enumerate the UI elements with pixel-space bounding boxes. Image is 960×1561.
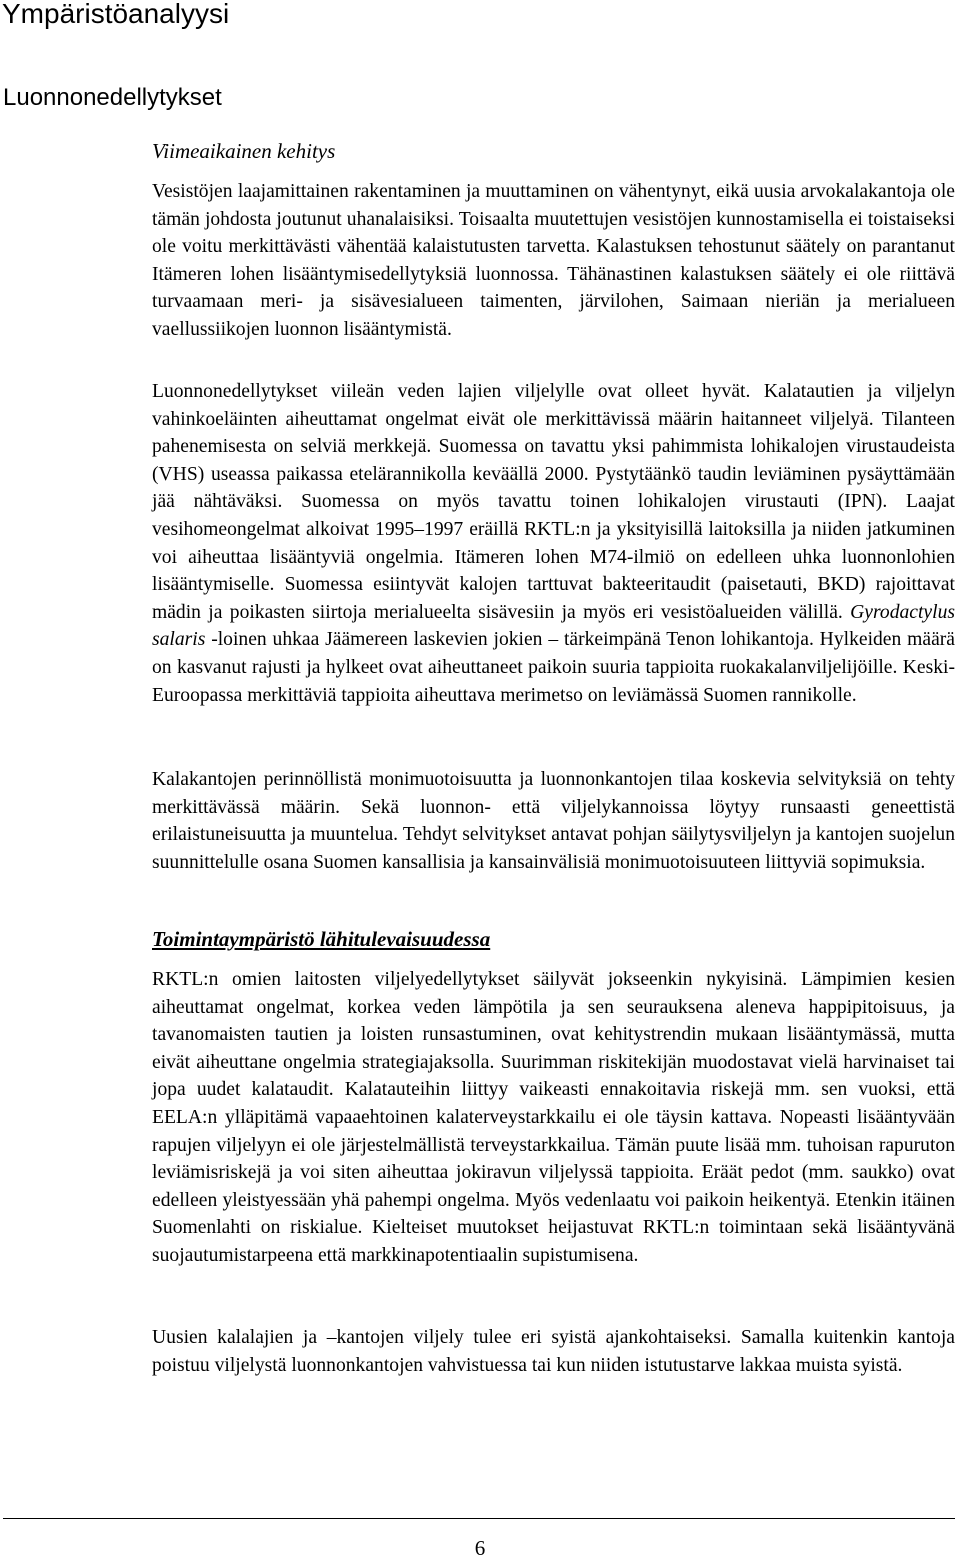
paragraph-2-text-b: -loinen uhkaa Jäämereen laskevien jokien – tärkeimpänä Tenon lohikantoja. Hylkeiden määrä on kasvanut rajusti ja hylkeet ovat aiheuttaneet paikoin suuria tappioita ruokakalanviljelijöille. Keski-Euroopassa merkittäviä tappioita aiheuttava merimetso on leviämässä Suomen rannikolle. [152, 629, 955, 706]
document-title: Ympäristöanalyysi [2, 0, 230, 29]
paragraph-4: RKTL:n omien laitosten viljelyedellytykset säilyvät jokseenkin nykyisinä. Lämpimien kesien aiheuttamat ongelmat, korkea veden lämpötila ja sen seurauksena aleneva happipitoisuus, ja tavanomaisten tautien ja loisten runsastuminen, ovat kehitystrendin mukaan lisääntymässä, mutta eivät aiheuttane ongelmia strategiajaksolla. Suurimman riskitekijän muodostavat vielä harvinaiset tai jopa uudet kalataudit. Kalatauteihin liittyy vaikeasti ennakoitavia riskejä mm. sen vuoksi, että EELA:n ylläpitämä vapaaehtoinen kalaterveystarkkailu ei ole täysin kattava. Nopeasti lisääntyvään rapujen viljelyyn ei ole järjestelmällistä terveystarkkailua. Tämän puute lisää mm. tuhoisan rapuruton leviämisriskejä ja voi siten aiheuttaa jokiravun viljelyssä tappioita. Eräät pedot (mm. saukko) ovat edelleen yleistyessään yhä pahempi ongelma. Myös vedenlaatu voi paikoin heikentyä. Etenkin itäinen Suomenlahti on riskialue. Kielteiset muutokset heijastuvat RKTL:n toimintaan sekä lisääntyvänä suojautumistarpeena että markkinapotentiaalin supistumisena. [152, 969, 955, 1266]
section-subtitle: Luonnonedellytykset [3, 84, 222, 111]
species-name: Gyrodactylus salaris [152, 601, 955, 651]
paragraph-2 [152, 378, 955, 709]
paragraph-2-text-a: Luonnonedellytykset viileän veden lajien viljelylle ovat olleet hyvät. Kalatautien ja viljelyn vahinkoeläinten aiheuttamat ongelmat eivät ole merkittävissä määrin haitanneet viljelyä. Tilanteen pahenemisesta on selviä merkkejä. Suomessa on tavattu yksi pahimmista lohikalojen virustaudeista (VHS) useassa paikassa etelärannikolla keväällä 2000. Pystytäänkö taudin leviäminen pysäyttämään jää nähtäväksi. Suomessa on myös tavattu toinen lohikalojen virustauti (IPN). Laajat vesihomeongelmat alkoivat 1995–1997 eräillä RKTL:n ja yksityisillä laitoksilla ja niiden jatkuminen voi aiheuttaa lisääntyviä ongelmia. Itämeren lohen M74-ilmiö on edelleen uhka luonnonlohien lisääntymiselle. Suomessa esiintyvät kalojen tarttuvat bakteeritaudit (paisetauti, BKD) rajoittavat mädin ja poikasten siirtoja merialueelta sisävesiin ja myös eri vesistöalueiden välillä. [152, 381, 955, 623]
paragraph-1: Vesistöjen laajamittainen rakentaminen ja muuttaminen on vähentynyt, eikä uusia arvokalakantoja ole tämän johdosta joutunut uhanalaisiksi. Toisaalta muutettujen vesistöjen kunnostamisella ei toistaiseksi ole voitu merkittävästi vähentää kalaistutusten tarvetta. Kalastuksen tehostunut säätely on parantanut Itämeren lohen lisääntymisedellytyksiä luonnossa. Tähänastinen kalastuksen säätely ei ole riittävä turvaamaan meri- ja sisävesialueen taimenten, järvilohen, Saimaan nieriän ja merialueen vaellussiikojen luonnon lisääntymistä. [152, 181, 955, 340]
paragraph-5: Uusien kalalajien ja –kantojen viljely tulee eri syistä ajankohtaiseksi. Samalla kuitenkin kantoja poistuu viljelystä luonnonkantojen vahvistuessa tai kun niiden istutustarve lakkaa muista syistä. [152, 1327, 955, 1376]
section-heading-recent-development: Viimeaikainen kehitys [152, 139, 336, 163]
page-number: 6 [474, 1536, 486, 1560]
footer-divider [3, 1518, 955, 1519]
paragraph-3: Kalakantojen perinnöllistä monimuotoisuutta ja luonnonkantojen tilaa koskevia selvityksiä on tehty merkittävässä määrin. Sekä luonnon- että viljelykannoissa löytyy runsaasti geneettistä erilaistuneisuutta ja muuntelua. Tehdyt selvitykset antavat pohjan säilytysviljelyn ja kantojen suojelun suunnittelulle osana Suomen kansallisia ja kansainvälisiä monimuotoisuuteen liittyviä sopimuksia. [152, 769, 955, 873]
section-heading-near-future: Toimintaympäristö lähitulevaisuudessa [152, 927, 491, 951]
